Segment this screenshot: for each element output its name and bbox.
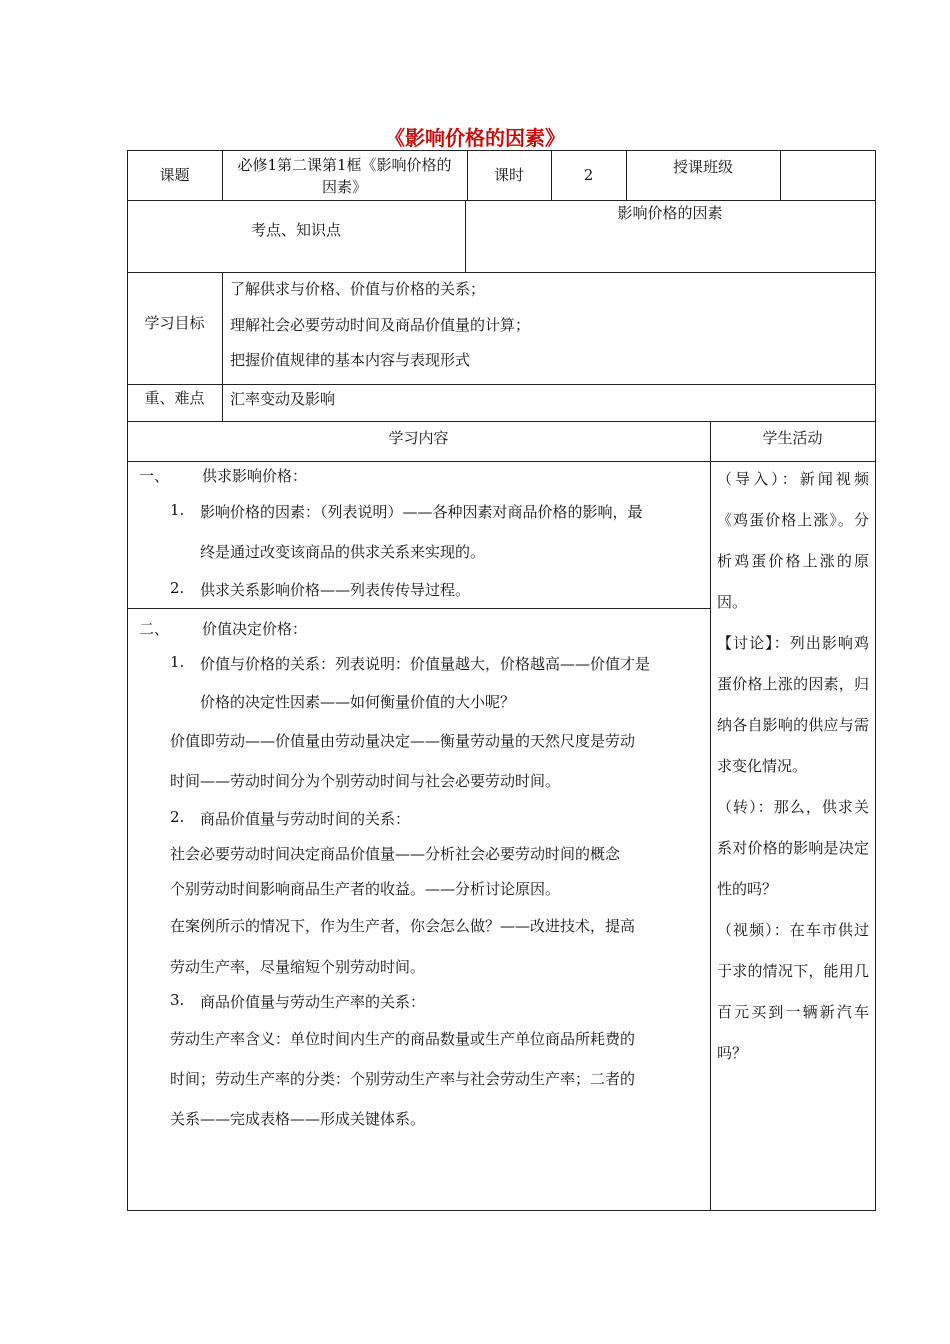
activity-header: 学生活动 [762,429,823,447]
lesson-plan-table [127,150,876,1210]
student-activities [717,459,869,1074]
goal-item: 把握价值规律的基本内容与表现形式 [230,351,471,369]
key-points-value: 汇率变动及影响 [230,390,336,408]
table-border-bottom [127,1210,876,1211]
section2-para: 时间——劳动时间分为个别劳动时间与社会必要劳动时间。 [170,772,561,790]
class-label: 授课班级 [672,158,733,176]
list-number: 3. [170,991,185,1009]
section2-para: 价值即劳动——价值量由劳动量决定——衡量劳动量的天然尺度是劳动 [170,732,636,750]
list-number: 1. [170,653,185,671]
subject-label: 课题 [159,166,190,184]
goal-item: 理解社会必要劳动时间及商品价值量的计算； [230,316,531,334]
section1-heading: 供求影响价格： [202,467,308,485]
section2-para: 劳动生产率含义：单位时间内生产的商品数量或生产单位商品所耗费的 [170,1030,636,1048]
row-divider [127,272,876,273]
section1-item2: 供求关系影响价格——列表传传导过程。 [200,581,471,599]
section2-number: 二、 [139,620,170,638]
row-divider [127,421,876,422]
section-divider [127,608,710,609]
col-divider [780,150,781,200]
section2-item2: 商品价值量与劳动时间的关系： [200,810,411,828]
activity-item: 【讨论】：列出影响鸡蛋价格上涨的因素，归纳各自影响的供应与需求变化情况。 [717,634,869,775]
section2-para: 社会必要劳动时间决定商品价值量——分析社会必要劳动时间的概念 [170,845,621,863]
table-border-right [875,150,876,1210]
section2-para: 关系——完成表格——形成关键体系。 [170,1110,426,1128]
list-number: 1. [170,501,185,519]
subject-value: 必修1第二课第1框《影响价格的因素》 [237,156,452,196]
goals-label: 学习目标 [144,314,205,332]
table-border-left [127,150,128,1210]
row-divider [127,200,876,201]
section2-para: 个别劳动时间影响商品生产者的收益。——分析讨论原因。 [170,880,561,898]
hours-value: 2 [583,166,594,184]
key-points-label: 重、难点 [144,389,205,407]
col-divider [222,150,223,200]
section1-number: 一、 [139,467,170,485]
goal-item: 了解供求与价格、价值与价格的关系； [230,280,486,298]
section2-item3: 商品价值量与劳动生产率的关系： [200,993,426,1011]
col-divider [710,421,711,1210]
section1-item1: 影响价格的因素：（列表说明）——各种因素对商品价格的影响，最 [200,503,643,521]
section2-para: 劳动生产率，尽量缩短个别劳动时间。 [170,958,426,976]
document-title: 《影响价格的因素》 [385,126,565,150]
list-number: 2. [170,579,185,597]
activity-item: （视频）：在车市供过于求的情况下，能用几百元买到一辆新汽车吗？ [717,921,869,1062]
content-header: 学习内容 [388,429,449,447]
row-divider [127,384,876,385]
section2-item1-cont: 价格的决定性因素——如何衡量价值的大小呢？ [200,693,516,711]
list-number: 2. [170,808,185,826]
activity-item: （转）：那么，供求关系对价格的影响是决定性的吗？ [717,798,869,898]
table-border-top [127,150,876,151]
section2-para: 时间；劳动生产率的分类：个别劳动生产率与社会劳动生产率；二者的 [170,1070,636,1088]
section1-item1-cont: 终是通过改变该商品的供求关系来实现的。 [200,543,486,561]
knowledge-label: 考点、知识点 [250,221,341,239]
section2-item1: 价值与价格的关系：列表说明：价值量越大，价格越高——价值才是 [200,655,651,673]
knowledge-value: 影响价格的因素 [617,204,723,222]
section2-heading: 价值决定价格： [202,620,308,638]
activity-item: （导入）：新闻视频《鸡蛋价格上涨》。分析鸡蛋价格上涨的原因。 [717,470,869,611]
col-divider [222,272,223,421]
section2-para: 在案例所示的情况下，作为生产者，你会怎么做？——改进技术，提高 [170,917,636,935]
hours-label: 课时 [493,166,524,184]
